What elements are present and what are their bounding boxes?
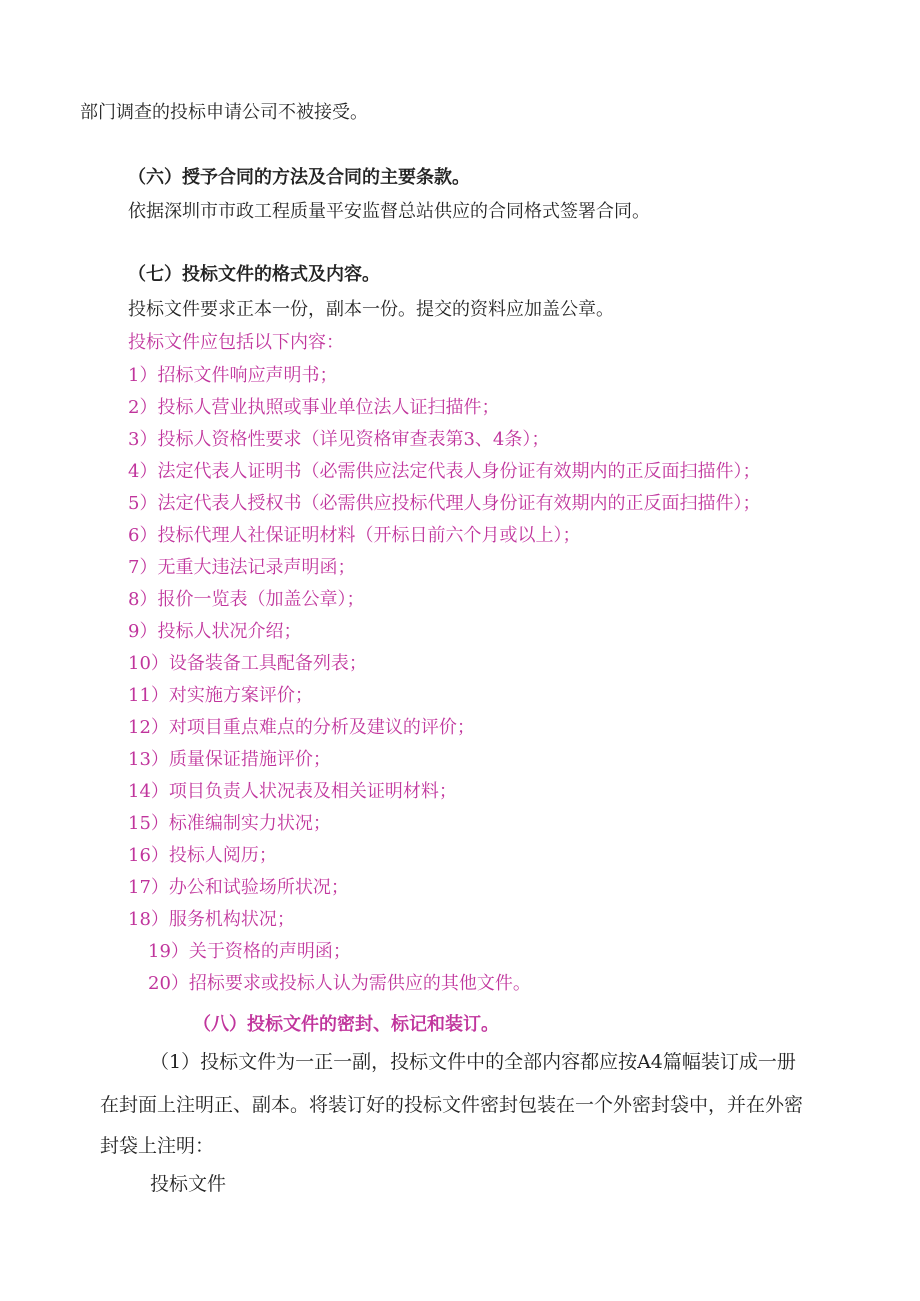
list-item: 14）项目负责人状况表及相关证明材料；	[128, 781, 457, 802]
list-item: 18）服务机构状况；	[128, 909, 295, 930]
list-item: 19）关于资格的声明函；	[148, 941, 351, 962]
section-7-heading: （七）投标文件的格式及内容。	[128, 264, 380, 285]
list-item: 1）招标文件响应声明书；	[128, 365, 338, 386]
list-item: 10）设备装备工具配备列表；	[128, 653, 367, 674]
section-8-label: 投标文件	[150, 1173, 227, 1195]
list-item: 17）办公和试验场所状况；	[128, 877, 349, 898]
list-item: 7）无重大违法记录声明函；	[128, 557, 356, 578]
section-7-body: 投标文件要求正本一份，副本一份。提交的资料应加盖公章。	[128, 299, 614, 320]
section-8-para-line-3: 封袋上注明：	[100, 1135, 215, 1157]
list-item: 20）招标要求或投标人认为需供应的其他文件。	[148, 973, 531, 994]
list-item: 3）投标人资格性要求（详见资格审查表第3、4条）；	[128, 429, 550, 450]
list-item: 9）投标人状况介绍；	[128, 621, 302, 642]
list-item: 8）报价一览表（加盖公章）；	[128, 589, 365, 610]
section-8-heading: （八）投标文件的密封、标记和装订。	[193, 1014, 499, 1035]
list-item: 11）对实施方案评价；	[128, 685, 313, 706]
list-item: 15）标准编制实力状况；	[128, 813, 331, 834]
list-item: 6）投标代理人社保证明材料（开标日前六个月或以上）；	[128, 525, 581, 546]
section-6-heading: （六）授予合同的方法及合同的主要条款。	[128, 167, 470, 188]
section-8-para-line-1: （1）投标文件为一正一副，投标文件中的全部内容都应按A4篇幅装订成一册	[150, 1051, 796, 1073]
list-item: 13）质量保证措施评价；	[128, 749, 331, 770]
section-8-para-line-2: 在封面上注明正、副本。将装订好的投标文件密封包装在一个外密封袋中，并在外密	[100, 1094, 804, 1116]
list-item: 5）法定代表人授权书（必需供应投标代理人身份证有效期内的正反面扫描件）；	[128, 493, 761, 514]
list-item: 2）投标人营业执照或事业单位法人证扫描件；	[128, 397, 500, 418]
section-7-list-intro: 投标文件应包括以下内容：	[128, 332, 344, 353]
list-item: 12）对项目重点难点的分析及建议的评价；	[128, 717, 475, 738]
list-item: 4）法定代表人证明书（必需供应法定代表人身份证有效期内的正反面扫描件）；	[128, 461, 761, 482]
section-6-body: 依据深圳市市政工程质量平安监督总站供应的合同格式签署合同。	[128, 201, 650, 222]
list-item: 16）投标人阅历；	[128, 845, 277, 866]
intro-line: 部门调查的投标申请公司不被接受。	[80, 102, 368, 123]
